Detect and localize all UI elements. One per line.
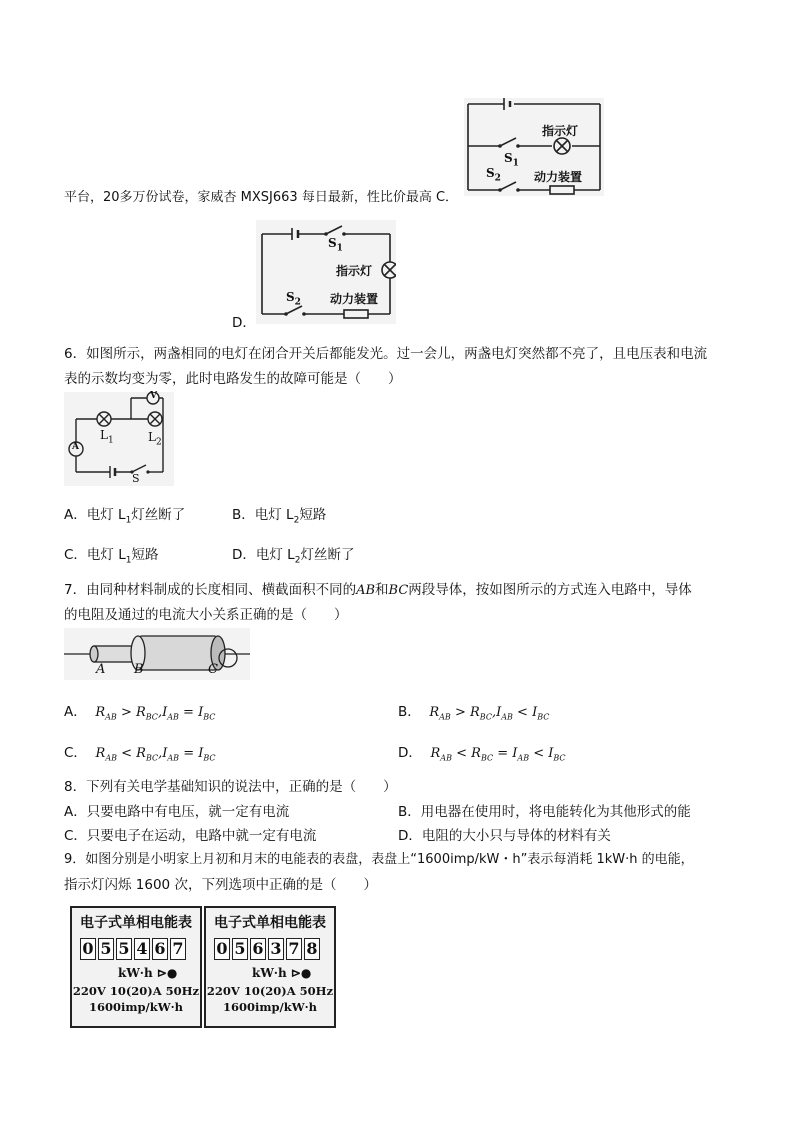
q7-conductor-figure [64,628,250,680]
q7-conductor-diagram [64,628,250,680]
lamp-label: 指示灯 [336,264,373,278]
meter-imp: 1600imp/kW·h [222,1000,318,1014]
meter-end-of-month [204,906,336,1028]
meter-unit: kW·h ⊳● [252,966,312,980]
q6-circuit-figure [64,392,174,486]
meter-digit: 6 [152,938,168,960]
q6-option-a: A．电灯 $L_1$灯丝断了 [64,507,186,526]
switch-s1-label: $S_1$ [328,236,343,254]
point-c-label: C [208,662,218,677]
meter-start-of-month [70,906,202,1028]
q6-option-d: D．电灯 $L_2$灯丝断了 [232,547,355,566]
q7-option-a: A． $R_{AB} > R_{BC},I_{AB} = I_{BC}$ [64,704,216,722]
q8-option-a: A．只要电路中有电压，就一定有电流 [64,804,290,820]
point-b-label: B [134,662,144,677]
meter-digit: 0 [80,938,96,960]
meter-digit: 4 [134,938,150,960]
meter-title: 电子式单相电能表 [214,915,326,931]
meter-imp: 1600imp/kW·h [88,1000,184,1014]
q8-option-d: D．电阻的大小只与导体的材料有关 [398,828,611,844]
meter-digit: 6 [250,938,266,960]
q9-line1: 9．如图分别是小明家上月初和月末的电能表的表盘，表盘上“1600imp/kW・h”表示每消耗 1kW·h 的电能， [64,852,694,867]
voltmeter-label: V [150,391,157,401]
meter-digit: 5 [232,938,248,960]
lamp-label: 指示灯 [542,124,579,138]
circuit-d-diagram [256,220,396,324]
q7-option-d: D． $R_{AB} < R_{BC} = I_{AB} < I_{BC}$ [398,745,566,763]
meter-title: 电子式单相电能表 [80,915,192,931]
device-label: 动力装置 [330,292,379,306]
q6-option-c: C．电灯 $L_1$短路 [64,547,159,566]
meter-spec: 220V 10(20)A 50Hz [206,984,334,998]
switch-s-label: S [132,472,140,485]
meter-digits [214,938,320,960]
lamp-l1-label: $L_1$ [100,428,114,446]
q6-line1: 6．如图所示，两盏相同的电灯在闭合开关后都能发光。过一会儿，两盏电灯突然都不亮了，且电压表和电流 [64,346,708,362]
q9-line2: 指示灯闪烁 1600 次，下列选项中正确的是（ ） [64,877,377,893]
lamp-l2-label: $L_2$ [148,430,162,448]
q8-line1: 8．下列有关电学基础知识的说法中，正确的是（ ） [64,779,397,795]
q8-option-c: C．只要电子在运动，电路中就一定有电流 [64,828,317,844]
switch-s2-label: $S_2$ [286,290,301,308]
q7-line1: 7．由同种材料制成的长度相同、横截面积不同的AB和BC两段导体，按如图所示的方式连入电路中，导体 [64,582,692,598]
device-label: 动力装置 [534,170,583,184]
figure-option-c-circuit [464,98,604,196]
q7-option-c: C． $R_{AB} < R_{BC},I_{AB} = I_{BC}$ [64,745,216,763]
meter-digits [80,938,186,960]
switch-s1-label: $S_1$ [504,151,519,169]
q6-line2: 表的示数均变为零，此时电路发生的故障可能是（ ） [64,371,402,387]
meter-digit: 7 [170,938,186,960]
meter-digit: 5 [116,938,132,960]
point-a-label: A [96,662,106,677]
q7-option-b: B． $R_{AB} > R_{BC},I_{AB} < I_{BC}$ [398,704,550,722]
q6-option-b: B．电灯 $L_2$短路 [232,507,327,526]
q7-line2: 的电阻及通过的电流大小关系正确的是（ ） [64,607,348,623]
option-d-label: D． [232,315,256,331]
switch-s2-label: $S_2$ [486,166,501,184]
meter-digit: 5 [98,938,114,960]
meter-digit: 7 [286,938,302,960]
meter-digit: 0 [214,938,230,960]
meter-spec: 220V 10(20)A 50Hz [72,984,200,998]
intro-line: 平台，20多万份试卷，家威杏 MXSJ663 每日最新，性比价最高 C． [64,190,459,205]
ammeter-label: A [72,442,79,452]
q8-option-b: B．用电器在使用时，将电能转化为其他形式的能 [398,804,691,820]
meter-digit: 8 [304,938,320,960]
meter-unit: kW·h ⊳● [118,966,178,980]
meter-digit: 3 [268,938,284,960]
figure-option-d-circuit [256,220,396,324]
